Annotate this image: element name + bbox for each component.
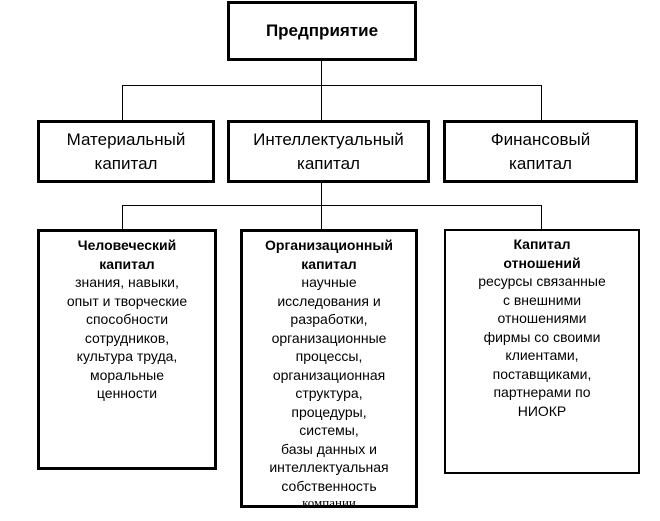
node-financial-capital: [443, 120, 638, 183]
connector-level1-center: [321, 85, 322, 120]
node-enterprise: [227, 1, 417, 61]
node-relationship-capital-title1: Капитал: [513, 236, 571, 252]
connector-level2-center: [321, 205, 322, 229]
connector-intellectual-stem: [321, 183, 322, 205]
node-relationship-capital-description: ресурсы связанные с внешними отношениями фирмы со своими клиентами, поставщиками, партнерами по НИОКР: [478, 273, 606, 419]
node-material-capital-line1: Материальный: [66, 129, 186, 149]
node-financial-capital-line1: Финансовый: [490, 129, 591, 149]
connector-level2-left: [122, 205, 123, 229]
node-human-capital-title2: капитал: [99, 255, 155, 272]
node-organizational-capital: [240, 229, 418, 508]
connector-root-stem: [321, 61, 322, 85]
node-organizational-capital-description: научные исследования и разработки, организационные процессы, организационная структура, процедуры, системы, базы данных и интеллектуальная собственность: [269, 274, 389, 494]
node-organizational-capital-title1: Организационный: [265, 237, 393, 253]
node-intellectual-capital-line2: капитал: [297, 153, 360, 173]
node-enterprise-label: Предприятие: [265, 21, 379, 40]
node-material-capital-line2: капитал: [94, 153, 158, 173]
connector-level1-bar: [122, 85, 542, 86]
connector-level1-left: [122, 85, 123, 120]
node-relationship-capital: [444, 229, 640, 474]
connector-level2-right: [541, 205, 542, 229]
node-financial-capital-line2: капитал: [509, 153, 572, 173]
node-organizational-capital-footer: компании: [302, 495, 356, 510]
connector-level2-bar: [122, 205, 542, 206]
node-human-capital: [37, 229, 217, 470]
node-material-capital: [37, 120, 215, 183]
node-intellectual-capital-line1: Интеллектуальный: [253, 129, 404, 149]
node-organizational-capital-title2: капитал: [301, 255, 357, 272]
node-human-capital-description: знания, навыки, опыт и творческие способности сотрудников, культура труда, моральные ценности: [66, 274, 188, 401]
node-relationship-capital-title2: отношений: [503, 254, 581, 271]
node-intellectual-capital: [227, 120, 430, 183]
node-human-capital-title1: Человеческий: [77, 237, 177, 253]
connector-level1-right: [541, 85, 542, 120]
